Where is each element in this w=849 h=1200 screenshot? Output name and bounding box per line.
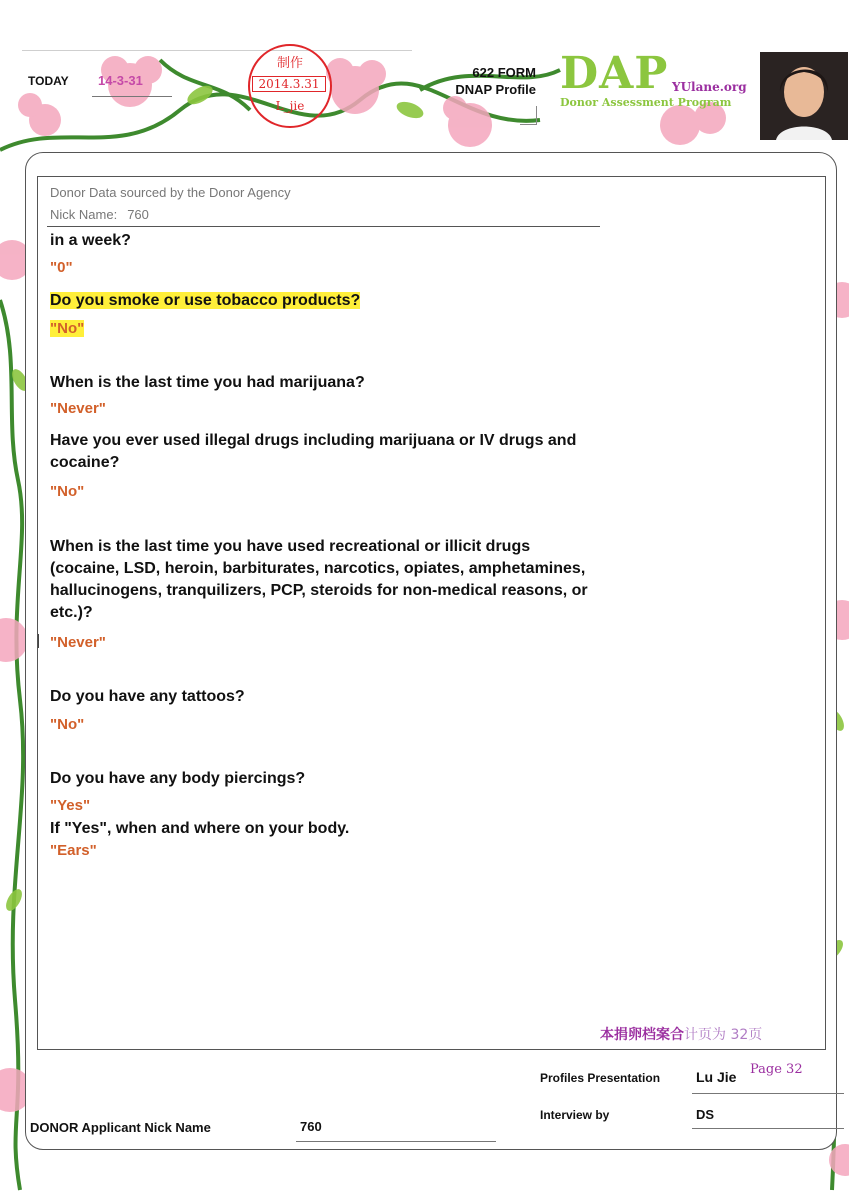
stamp-text-bottom: L_jie [275, 99, 305, 113]
page-note-main: 本捐卵档案合 [600, 1027, 684, 1043]
question-text: When is the last time you had marijuana? [50, 374, 365, 391]
question-text: in a week? [50, 232, 131, 249]
form-number: 622 FORM [472, 65, 536, 80]
question-text: If "Yes", when and where on your body. [50, 820, 350, 837]
question-text [50, 290, 610, 312]
nick-name-value: 760 [127, 207, 149, 222]
highlighted-answer: "No" [50, 320, 85, 337]
question-text: Do you have any tattoos? [50, 688, 245, 705]
text-cursor-marker [38, 634, 44, 648]
red-seal-stamp [248, 44, 334, 130]
donor-photo [760, 52, 848, 140]
answer-text: "Ears" [50, 842, 97, 859]
highlighted-question: Do you smoke or use tobacco products? [50, 292, 361, 309]
interview-rule [692, 1128, 844, 1129]
dap-logo: DAP [560, 48, 669, 99]
stamp-text-date: 2014.3.31 [252, 76, 326, 92]
nick-name-rule [47, 226, 600, 227]
nick-name-label: Nick Name: [50, 207, 118, 222]
question-text: Do you have any body piercings? [50, 770, 306, 787]
applicant-nick-label: DONOR Applicant Nick Name [30, 1120, 211, 1135]
today-date: 14-3-31 [98, 73, 143, 88]
answer-text [50, 319, 84, 339]
form-profile-label: DNAP Profile [455, 82, 536, 97]
logo-site-name: YUlane.org [672, 80, 747, 94]
page-count-note [600, 1024, 762, 1044]
profiles-presentation-label: Profiles Presentation [540, 1071, 661, 1085]
stamp-text-top: 制作 [276, 56, 303, 71]
question-text: Have you ever used illegal drugs including marijuana or IV drugs and cocaine? [50, 432, 577, 471]
page-note-count: 计页为 32页 [684, 1027, 763, 1043]
applicant-nick-value: 760 [300, 1119, 322, 1134]
answer-text: "Never" [50, 400, 106, 417]
page-number: Page 32 [750, 1062, 803, 1077]
interview-by-label: Interview by [540, 1108, 610, 1122]
profiles-presentation-value: Lu Jie [696, 1069, 737, 1085]
form-title [432, 64, 536, 98]
today-label: TODAY [28, 74, 69, 88]
form-bracket [520, 106, 537, 125]
data-source-label: Donor Data sourced by the Donor Agency [50, 185, 291, 200]
profiles-rule [692, 1093, 844, 1094]
answer-text: "0" [50, 259, 73, 276]
applicant-rule [296, 1141, 496, 1142]
answer-text: "No" [50, 483, 85, 500]
question-text: When is the last time you have used recreational or illicit drugs (cocaine, LSD, heroin, barbiturates, narcotics, opiates, amphetamines, hallucinogens, tranquilizers, PCP, steroids for non-medical reasons, or etc.)? [50, 538, 588, 621]
logo-subtitle: Donor Assessment Program [560, 96, 732, 109]
nick-name-line [50, 207, 149, 222]
interview-by-value: DS [696, 1107, 715, 1122]
answer-text: "Never" [50, 634, 106, 651]
answer-text: "No" [50, 716, 85, 733]
today-underline [92, 96, 172, 97]
header-rule [22, 50, 412, 51]
answer-text: "Yes" [50, 797, 91, 814]
